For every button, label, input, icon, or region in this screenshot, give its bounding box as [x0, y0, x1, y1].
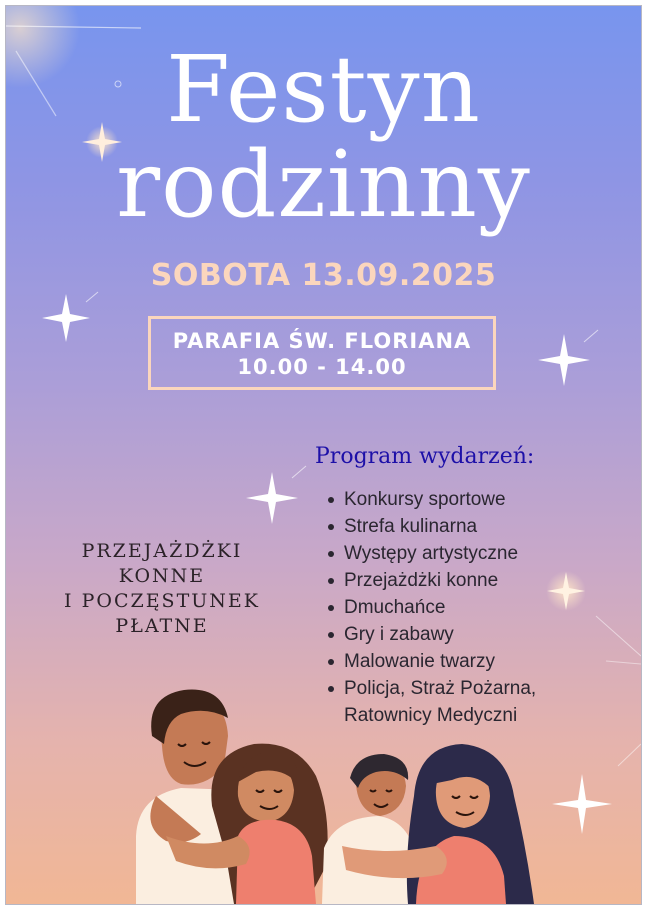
- program-item: Gry i zabawy: [328, 621, 536, 648]
- paid-note: [42, 539, 282, 639]
- paid-note-line: PRZEJAŻDŻKI: [81, 540, 243, 562]
- poster: [5, 5, 642, 905]
- program-item: Malowanie twarzy: [328, 648, 536, 675]
- title-line-1: Festyn: [166, 36, 481, 143]
- paid-note-line: I POCZĘSTUNEK: [64, 590, 260, 612]
- program-item-continuation: [328, 702, 536, 729]
- sparkle-icon: [42, 292, 98, 342]
- paid-note-line: PŁATNE: [115, 615, 209, 637]
- program-item: Policja, Straż Pożarna,: [328, 675, 536, 702]
- sparkle-icon: [246, 466, 306, 524]
- program-item: Konkursy sportowe: [328, 486, 536, 513]
- program-item: Przejażdżki konne: [328, 567, 536, 594]
- sparkle-icon: [552, 744, 641, 834]
- program-item: Strefa kulinarna: [328, 513, 536, 540]
- paid-note-line: KONNE: [118, 565, 206, 587]
- program-list: [328, 486, 536, 729]
- venue-box: [148, 316, 496, 390]
- sparkle-icon: [538, 330, 598, 386]
- venue-hours: 10.00 - 14.00: [237, 355, 407, 379]
- program-item: Dmuchańce: [328, 594, 536, 621]
- program-item-text: Ratownicy Medyczni: [344, 705, 518, 726]
- program-heading: Program wydarzeń:: [315, 444, 535, 469]
- venue-name: PARAFIA ŚW. FLORIANA: [172, 329, 472, 353]
- event-date: SOBOTA 13.09.2025: [150, 258, 497, 293]
- sparkle-icon: [546, 571, 641, 664]
- program-item: Występy artystyczne: [328, 540, 536, 567]
- title-line-2: rodzinny: [116, 131, 531, 238]
